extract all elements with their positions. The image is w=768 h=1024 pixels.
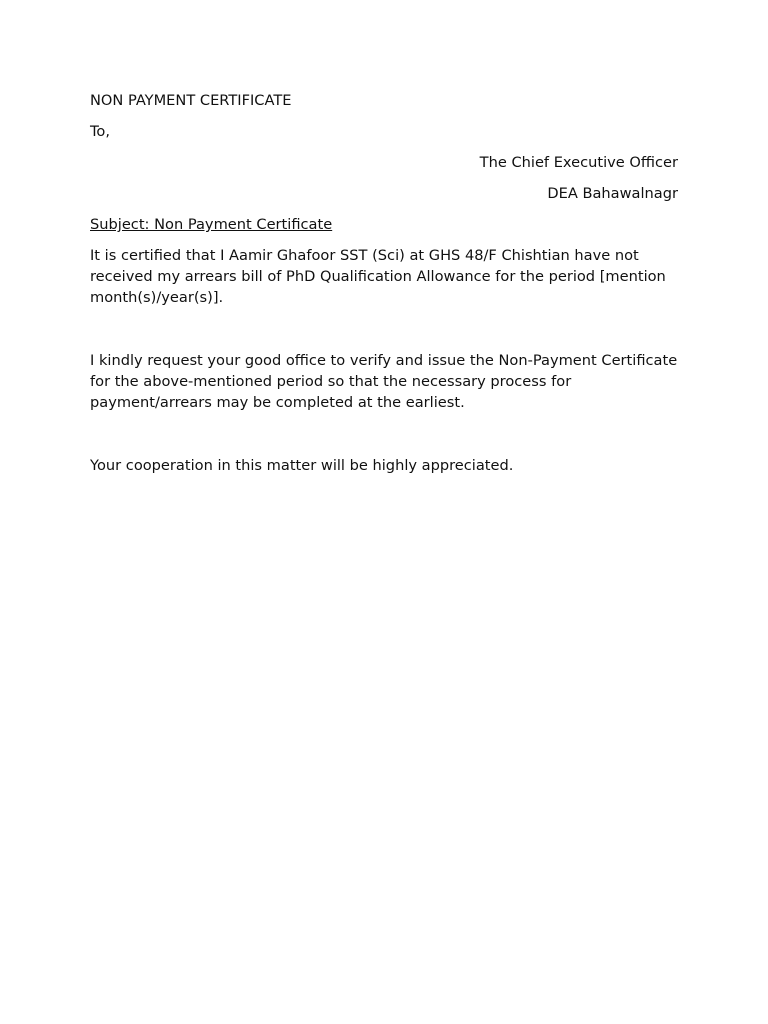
subject-line: Subject: Non Payment Certificate — [90, 216, 333, 233]
salutation: To, — [90, 123, 111, 140]
body-paragraph-request: I kindly request your good office to verify and issue the Non-Payment Certificate for the above-mentioned period so that the necessary process for payment/arrears may be completed at the earliest. — [90, 352, 678, 411]
document-title: NON PAYMENT CERTIFICATE — [90, 92, 292, 109]
recipient-title: The Chief Executive Officer — [479, 154, 678, 171]
recipient-office: DEA Bahawalnagr — [547, 185, 678, 202]
document-page — [90, 90, 678, 476]
body-paragraph-closing: Your cooperation in this matter will be highly appreciated. — [90, 457, 514, 474]
body-paragraph-certification: It is certified that I Aamir Ghafoor SST (Sci) at GHS 48/F Chishtian have not received my arrears bill of PhD Qualification Allowance for the period [mention month(s)/year(s)]. — [90, 247, 666, 306]
